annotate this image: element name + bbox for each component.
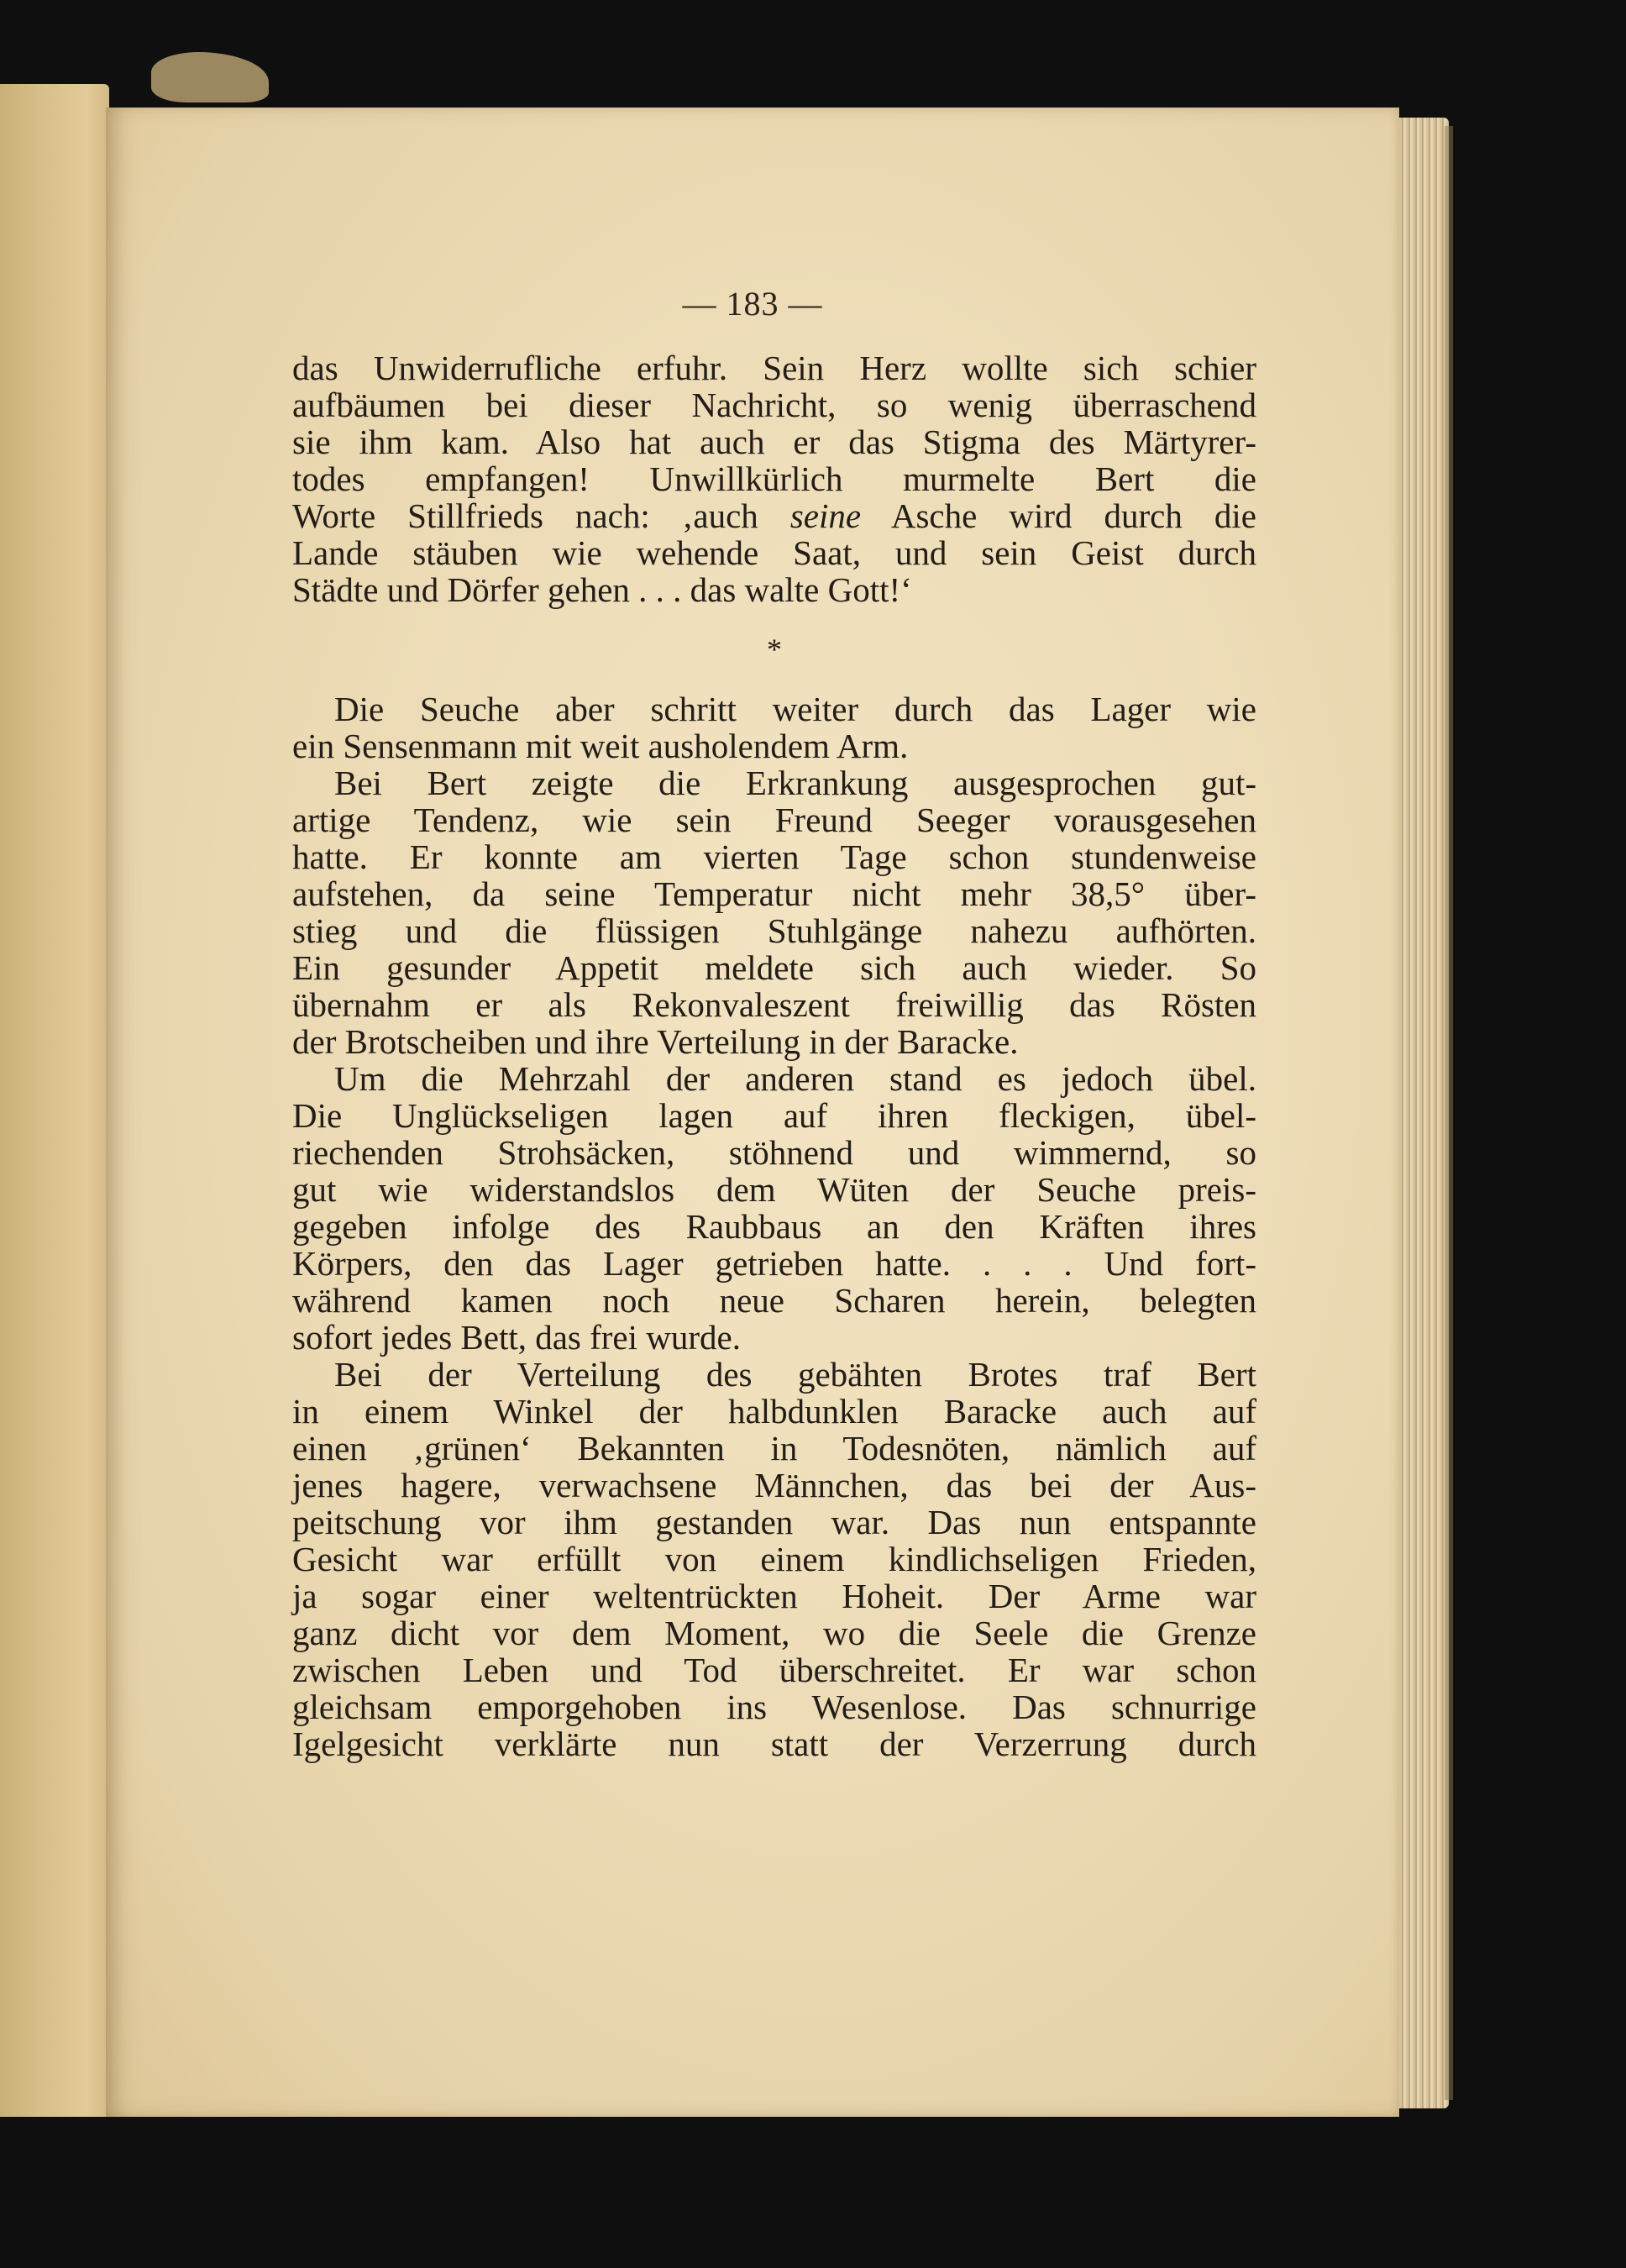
emphasized-word: seine [789,496,862,535]
text-segment: Worte Stillfrieds nach: ‚auch [292,496,758,535]
text-line: während kamen noch neue Scharen herein, belegten [292,1281,1256,1320]
text-line: hatte. Er konnte am vierten Tage schon stundenweise [292,837,1256,876]
text-line: artige Tendenz, wie sein Freund Seeger vorausgesehen [292,801,1256,839]
text-line: Igelgesicht verklärte nun statt der Verzerrung durch [292,1725,1256,1763]
section-separator: * [767,633,782,666]
text-line: riechenden Strohsäcken, stöhnend und wimmernd, so [292,1133,1256,1172]
text-line: ja sogar einer weltentrückten Hoheit. Der Arme war [292,1577,1256,1615]
text-line: zwischen Leben und Tod überschreitet. Er war schon [292,1651,1256,1689]
text-line: gleichsam emporgehoben ins Wesenlose. Das schnurrige [292,1688,1256,1726]
text-line: jenes hagere, verwachsene Männchen, das bei der Aus- [292,1466,1256,1504]
page-stack-shadow [1445,126,1453,2100]
text-line: in einem Winkel der halbdunklen Baracke auch auf [292,1392,1256,1431]
text-line: Städte und Dörfer gehen . . . das walte Gott!‘ [292,570,912,609]
text-line: gegeben infolge des Raubbaus an den Kräften ihres [292,1207,1256,1246]
book-page [106,108,1399,2117]
body-text [292,349,1256,1762]
previous-page-edge [0,84,109,2117]
text-line: Bei Bert zeigte die Erkrankung ausgesprochen gut- [334,764,1256,802]
page-number: — 183 — [682,285,823,323]
text-line: gut wie widerstandslos dem Wüten der Seuche preis- [292,1170,1256,1209]
text-line: das Unwiderrufliche erfuhr. Sein Herz wollte sich schier [292,349,1256,387]
text-line: ganz dicht vor dem Moment, wo die Seele die Grenze [292,1614,1256,1652]
text-line: der Brotscheiben und ihre Verteilung in der Baracke. [292,1022,1019,1061]
text-line: Bei der Verteilung des gebähten Brotes traf Bert [334,1355,1256,1394]
text-line: Die Seuche aber schritt weiter durch das Lager wie [334,690,1256,728]
text-line: sie ihm kam. Also hat auch er das Stigma des Märtyrer- [292,423,1256,461]
text-line: einen ‚grünen‘ Bekannten in Todesnöten, nämlich auf [292,1429,1256,1467]
text-line: todes empfangen! Unwillkürlich murmelte Bert die [292,459,1256,498]
text-line: Lande stäuben wie wehende Saat, und sein Geist durch [292,533,1256,572]
text-line: übernahm er als Rekonvaleszent freiwillig das Rösten [292,985,1256,1024]
text-line: ein Sensenmann mit weit ausholendem Arm. [292,727,909,765]
text-line: peitschung vor ihm gestanden war. Das nun entspannte [292,1503,1256,1541]
text-line: stieg und die flüssigen Stuhlgänge nahezu aufhörten. [292,911,1256,950]
text-line: Ein gesunder Appetit meldete sich auch wieder. So [292,948,1256,987]
text-line-with-emphasis [292,497,1256,534]
text-line: Die Unglückseligen lagen auf ihren fleckigen, übel- [292,1096,1256,1135]
text-line: aufbäumen bei dieser Nachricht, so wenig überraschend [292,386,1256,424]
text-line: Körpers, den das Lager getrieben hatte. . . . Und fort- [292,1244,1256,1283]
text-line: aufstehen, da seine Temperatur nicht mehr 38,5° über- [292,874,1256,913]
text-segment: Asche wird durch die [890,496,1256,535]
text-line: Gesicht war erfüllt von einem kindlichseligen Frieden, [292,1540,1256,1578]
text-line: sofort jedes Bett, das frei wurde. [292,1318,741,1357]
text-line: Um die Mehrzahl der anderen stand es jedoch übel. [334,1059,1256,1098]
